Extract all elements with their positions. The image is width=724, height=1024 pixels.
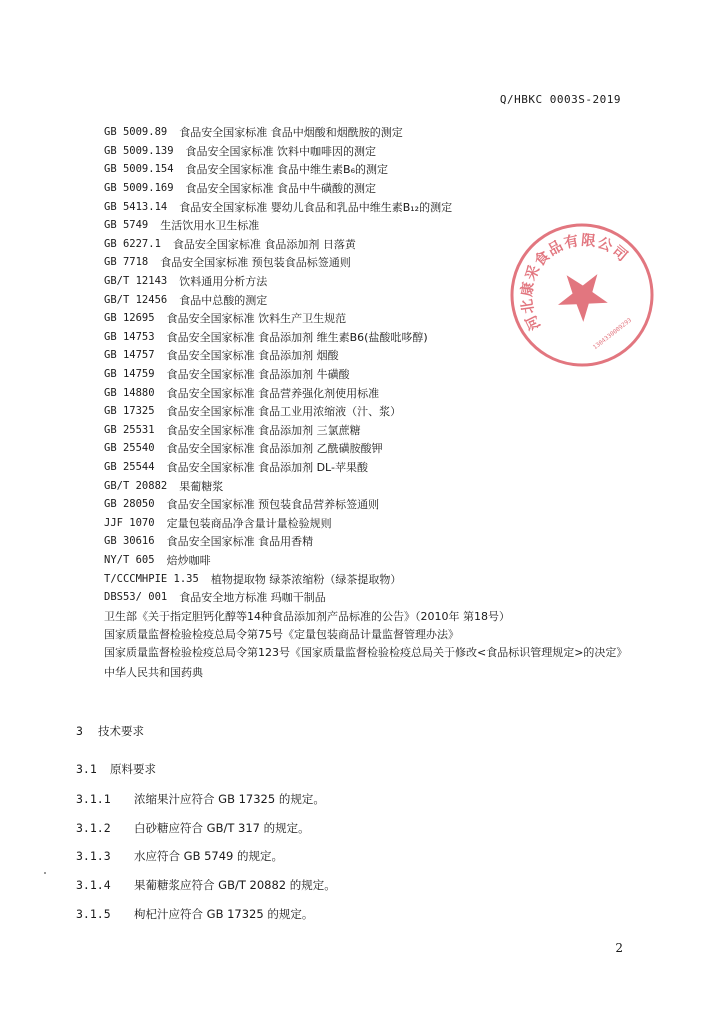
scan-speck (44, 872, 46, 874)
reference-title: 食品安全国家标准 食品中烟酸和烟酰胺的测定 (179, 126, 403, 140)
reference-item (104, 588, 644, 607)
reference-title: 食品安全国家标准 食品中维生素B₆的测定 (185, 163, 388, 177)
reference-code: GB 5009.89 (104, 126, 168, 139)
page-number: 2 (615, 941, 623, 955)
reference-title: 食品安全国家标准 食品用香精 (166, 535, 314, 549)
section-heading (76, 723, 144, 739)
reference-title: 饮料通用分析方法 (179, 275, 268, 289)
reference-title: 定量包装商品净含量计量检验规则 (166, 516, 332, 530)
section-number: 3 (76, 724, 83, 738)
reference-item (104, 495, 644, 514)
reference-code: GB 25531 (104, 423, 155, 436)
reference-code: GB/T 12143 (104, 275, 168, 288)
subsection-number: 3.1 (76, 762, 97, 776)
seal-serial: 1304330009293 (591, 316, 634, 352)
reference-item (104, 160, 644, 179)
reference-list (104, 123, 644, 681)
notice-text: 国家质量监督检验检疫总局令第123号《国家质量监督检验检疫总局关于修改<食品标识管理规定>的决定》 (104, 645, 628, 659)
item-number: 3.1.5 (76, 907, 111, 921)
reference-title: 食品安全地方标准 玛咖干制品 (179, 591, 326, 605)
reference-item (104, 179, 644, 198)
reference-title: 食品安全国家标准 婴幼儿食品和乳品中维生素B₁₂的测定 (179, 200, 453, 214)
reference-item (104, 513, 644, 532)
reference-code: GB 7718 (104, 256, 149, 269)
reference-code: NY/T 605 (104, 553, 155, 566)
requirement-item (76, 877, 336, 893)
item-text: 枸杞汁应符合 GB 17325 的规定。 (134, 907, 314, 921)
subsection-heading (76, 761, 156, 777)
reference-code: GB 5749 (104, 219, 149, 232)
reference-code: GB 5009.139 (104, 144, 174, 157)
item-number: 3.1.3 (76, 849, 111, 863)
reference-code: GB 5009.169 (104, 182, 174, 195)
requirement-item (76, 791, 325, 807)
reference-title: 食品安全国家标准 食品添加剂 日落黄 (172, 237, 356, 251)
company-seal (507, 220, 657, 370)
reference-title: 食品安全国家标准 食品工业用浓缩液（汁、浆） (166, 405, 402, 419)
reference-title: 食品安全国家标准 饮料中咖啡因的测定 (185, 144, 377, 158)
reference-item (104, 142, 644, 161)
reference-title: 食品中总酸的测定 (179, 293, 268, 307)
reference-code: GB 14759 (104, 368, 155, 381)
reference-code: GB 5009.154 (104, 163, 174, 176)
seal-text: 河北康采食品有限公司 (519, 232, 631, 333)
reference-item (104, 476, 644, 495)
reference-item (104, 123, 644, 142)
item-text: 果葡糖浆应符合 GB/T 20882 的规定。 (134, 878, 336, 892)
reference-code: JJF 1070 (104, 516, 155, 529)
reference-item (104, 402, 644, 421)
reference-code: GB 12695 (104, 312, 155, 325)
reference-title: 食品安全国家标准 食品添加剂 牛磺酸 (166, 368, 350, 382)
reference-code: GB 6227.1 (104, 237, 161, 250)
reference-title: 果葡糖浆 (179, 479, 224, 493)
reference-title: 食品安全国家标准 食品添加剂 烟酸 (166, 349, 339, 363)
reference-code: T/CCCMHPIE 1.35 (104, 572, 199, 585)
reference-title: 食品安全国家标准 食品添加剂 三氯蔗糖 (166, 423, 361, 437)
notice-text: 中华人民共和国药典 (104, 665, 203, 679)
section-title: 技术要求 (98, 724, 144, 738)
notice-item (104, 625, 644, 644)
notice-text: 国家质量监督检验检疫总局令第75号《定量包装商品计量监督管理办法》 (104, 628, 459, 642)
reference-item (104, 551, 644, 570)
reference-title: 生活饮用水卫生标准 (160, 219, 260, 233)
reference-title: 食品安全国家标准 预包装食品标签通则 (160, 256, 351, 270)
reference-code: DBS53/ 001 (104, 591, 168, 604)
item-number: 3.1.1 (76, 792, 111, 806)
reference-code: GB/T 12456 (104, 293, 168, 306)
notice-item (104, 662, 644, 681)
reference-code: GB 17325 (104, 405, 155, 418)
document-code: Q/HBKC 0003S-2019 (499, 93, 621, 106)
reference-title: 食品安全国家标准 饮料生产卫生规范 (166, 312, 347, 326)
reference-title: 食品安全国家标准 食品添加剂 DL-苹果酸 (166, 460, 368, 474)
requirement-item (76, 820, 310, 836)
reference-title: 食品安全国家标准 食品添加剂 乙酰磺胺酸钾 (166, 442, 383, 456)
item-number: 3.1.2 (76, 821, 111, 835)
item-number: 3.1.4 (76, 878, 111, 892)
notice-item (104, 644, 644, 663)
reference-code: GB 5413.14 (104, 200, 168, 213)
reference-title: 植物提取物 绿茶浓缩粉（绿茶提取物） (210, 572, 402, 586)
item-text: 白砂糖应符合 GB/T 317 的规定。 (134, 821, 310, 835)
reference-item (104, 569, 644, 588)
reference-title: 食品安全国家标准 预包装食品营养标签通则 (166, 498, 380, 512)
reference-code: GB 14753 (104, 330, 155, 343)
reference-code: GB 14757 (104, 349, 155, 362)
reference-title: 食品安全国家标准 食品添加剂 维生素B6(盐酸吡哆醇) (166, 330, 428, 344)
reference-item (104, 383, 644, 402)
reference-code: GB 30616 (104, 535, 155, 548)
requirement-item (76, 848, 283, 864)
reference-item (104, 421, 644, 440)
reference-item (104, 197, 644, 216)
reference-code: GB 25540 (104, 442, 155, 455)
notice-item (104, 606, 644, 625)
reference-title: 焙炒咖啡 (166, 553, 211, 567)
reference-item (104, 458, 644, 477)
reference-code: GB 25544 (104, 460, 155, 473)
reference-title: 食品安全国家标准 食品中牛磺酸的测定 (185, 182, 377, 196)
requirement-item (76, 906, 313, 922)
item-text: 水应符合 GB 5749 的规定。 (134, 849, 284, 863)
subsection-title: 原料要求 (110, 762, 156, 776)
seal-star-icon (547, 260, 615, 328)
reference-item (104, 439, 644, 458)
notice-text: 卫生部《关于指定胆钙化醇等14种食品添加剂产品标准的公告》（2010年 第18号） (104, 609, 510, 623)
reference-title: 食品安全国家标准 食品营养强化剂使用标准 (166, 386, 380, 400)
reference-code: GB 14880 (104, 386, 155, 399)
reference-item (104, 532, 644, 551)
reference-code: GB 28050 (104, 498, 155, 511)
reference-code: GB/T 20882 (104, 479, 168, 492)
item-text: 浓缩果汁应符合 GB 17325 的规定。 (134, 792, 325, 806)
